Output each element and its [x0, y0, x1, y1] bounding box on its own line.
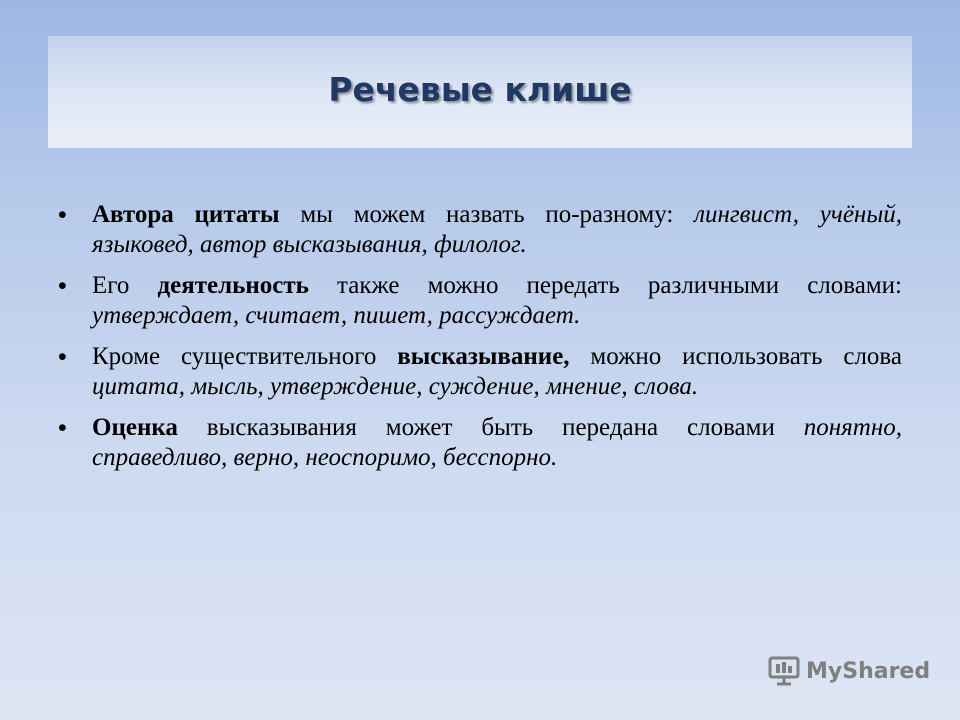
bullet-examples: лингвист, учёный, языковед, автор высказывания, филолог.	[92, 201, 903, 258]
presentation-board-icon	[768, 656, 802, 686]
bullet-marker: •	[58, 272, 67, 300]
bullet-examples: цитата, мысль, утверждение, суждение, мнение, слова.	[92, 373, 699, 400]
slide-title: Речевые клише	[328, 70, 632, 109]
logo-text: MyShared	[806, 658, 931, 684]
bullet-list	[58, 200, 902, 484]
bullet-marker: •	[58, 343, 67, 371]
bullet-text: Его	[92, 272, 158, 299]
bullet-bold-term: деятельность	[157, 272, 309, 299]
bullet-text: высказывания может быть передана словами	[177, 414, 804, 441]
bullet-author	[58, 200, 902, 260]
bullet-text: мы можем назвать по-разному:	[279, 201, 695, 228]
bullet-text: Кроме существительного	[92, 343, 398, 370]
bullet-examples: понятно, справедливо, верно, неоспоримо, бесспорно.	[92, 414, 902, 471]
bullet-marker: •	[58, 414, 67, 442]
myshared-logo	[768, 656, 930, 686]
bullet-text: можно использовать слова	[569, 343, 903, 370]
bullet-bold-term: Автора цитаты	[92, 201, 280, 228]
bullet-statement	[58, 342, 902, 402]
bullet-text: также можно передать различными словами:	[308, 272, 902, 299]
bullet-evaluation	[58, 413, 902, 473]
bullet-examples: утверждает, считает, пишет, рассуждает.	[92, 302, 581, 329]
bullet-activity	[58, 271, 902, 331]
bullet-bold-term: Оценка	[92, 414, 178, 441]
bullet-marker: •	[58, 201, 67, 229]
bullet-bold-term: высказывание,	[397, 343, 570, 370]
